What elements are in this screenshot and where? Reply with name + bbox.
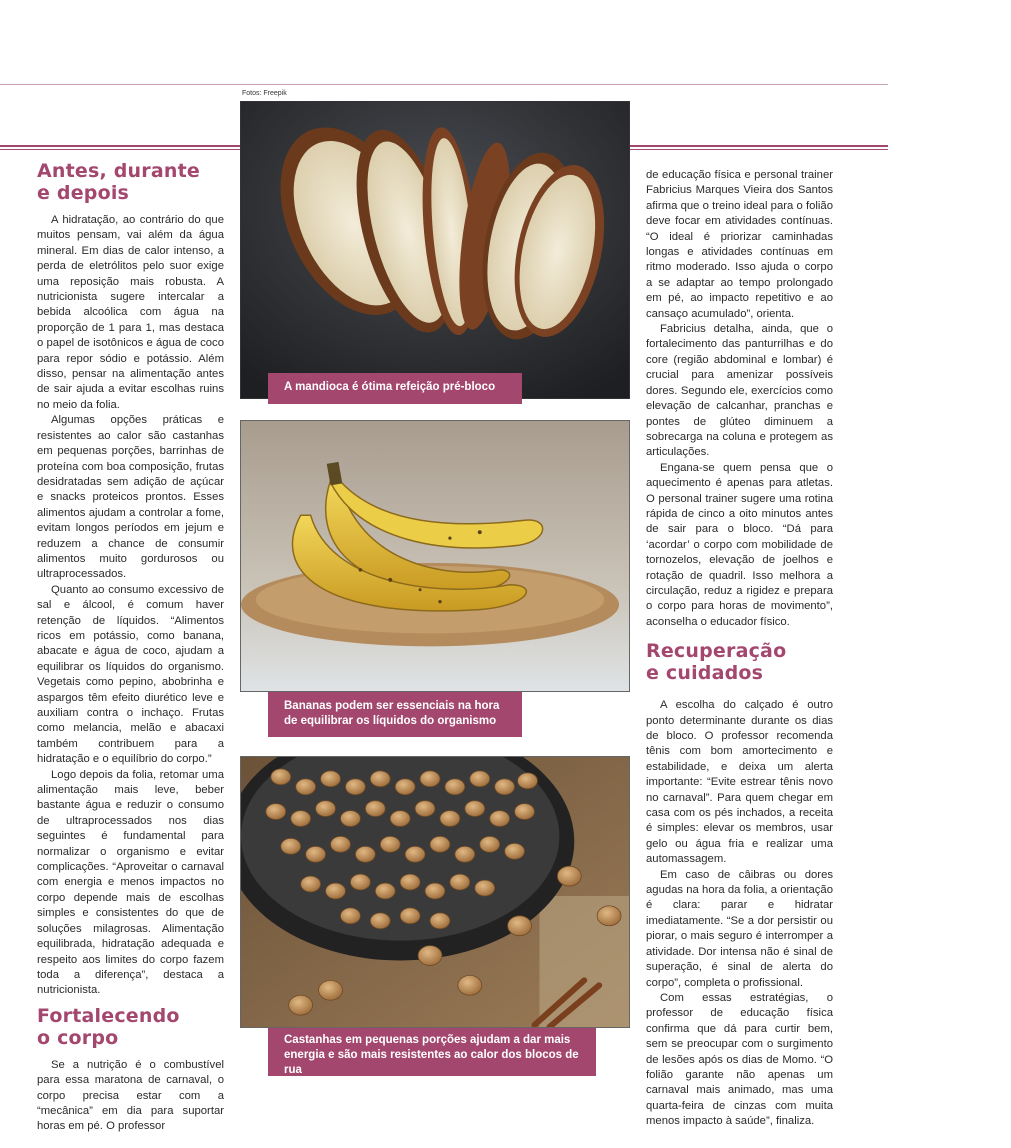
paragraph: A hidratação, ao contrário do que muitos pensam, vai além da água mineral. Em dias de calor intenso, a perda de eletrólitos pelo suor exige uma reposição mais robusta. A nutricionista sugere intercalar a bebida alcoólica com água na proporção de 1 para 1, mas destaca o papel de isotônicos e água de coco para repor sódio e potássio. Além disso, pensar na alimentação antes de sair ajuda a evitar escolhas ruins no meio da folia. xyxy=(37,214,224,411)
paragraph: Se a nutrição é o combustível para essa maratona de carnaval, o corpo precisa estar com a “mecânica” em dia para suportar horas em pé. O professor xyxy=(37,1058,224,1133)
paragraph: Quanto ao consumo excessivo de sal e álcool, é comum haver retenção de líquidos. “Alimentos ricos em potássio, como banana, abacate e água de coco, ajudam a equilibrar os líquidos do organismo. Vegetais como pepino, abobrinha e aspargos têm efeito diurético leve e auxiliam contra o inchaço. Frutas como melancia, melão e abacaxi também contribuem para a hidratação e o equilíbrio do corpo.” xyxy=(37,583,224,766)
right-column xyxy=(646,168,833,1130)
caption-mandioca: A mandioca é ótima refeição pré-bloco xyxy=(268,373,522,404)
caption-castanhas: Castanhas em pequenas porções ajudam a dar mais energia e são mais resistentes ao calor dos blocos de rua xyxy=(268,1028,596,1076)
paragraph: Com essas estratégias, o professor de educação física confirma que dá para curtir bem, sem se preocupar com o surgimento de lesões após os dias de Momo. “O folião garante não apenas um carnaval mais animado, mas uma quarta-feira de cinzas com muita menos impacto à saúde”, finaliza. xyxy=(646,991,833,1128)
photo-credit: Fotos: Freepik xyxy=(242,90,287,97)
paragraph: Algumas opções práticas e resistentes ao calor são castanhas em pequenas porções, barrinhas de proteína com boa composição, frutas desidratadas sem adição de açúcar e snacks proteicos prontos. Esses alimentos ajudam a controlar a fome, evitam longos períodos em jejum e reduzem a chance de consumir alimentos muito gordurosos ou ultraprocessados. xyxy=(37,414,224,581)
paragraph: Logo depois da folia, retomar uma alimentação mais leve, beber bastante água e reduzir o consumo de ultraprocessados nos dias seguintes é fundamental para normalizar o organismo e evitar complicações. “Aproveitar o carnaval com energia e menos impactos no corpo depende mais de escolhas simples e consistentes do que de soluções milagrosas. Alimentação equilibrada, hidratação adequada e respeito aos limites do corpo fazem toda a diferença”, destaca a nutricionista. xyxy=(37,768,224,997)
top-rule xyxy=(0,84,888,85)
left-column xyxy=(37,160,224,1135)
left-double-rule xyxy=(0,145,240,150)
caption-bananas: Bananas podem ser essenciais na hora de equilibrar os líquidos do organismo xyxy=(268,692,522,737)
photo-castanhas xyxy=(240,756,630,1028)
photo-mandioca xyxy=(240,101,630,399)
paragraph: de educação física e personal trainer Fabricius Marques Vieira dos Santos afirma que o treino ideal para o folião deve focar em atividades contínuas. “O ideal é priorizar caminhadas longas e atividades contínuas em ritmo moderado. Isso ajuda o corpo a se adaptar ao tempo prolongado em pé, ao impacto repetitivo e ao cansaço acumulado”, orienta. xyxy=(646,169,833,320)
cassava-slices-illustration xyxy=(241,102,629,398)
bananas-illustration xyxy=(241,421,629,691)
section-title-antes-durante: Antes, durante e depois xyxy=(37,160,200,204)
paragraph: Engana-se quem pensa que o aquecimento é apenas para atletas. O personal trainer sugere uma rotina rápida de cinco a oito minutos antes de sair para o bloco. “Dá para ‘acordar’ o corpo com mobilidade de tornozelos, elevação de joelhos e rotação de quadril. Isso melhora a circulação, reduz a rigidez e prepara o corpo para horas de movimento”, aconselha o educador físico. xyxy=(646,461,833,628)
paragraph: Fabricius detalha, ainda, que o fortalecimento das panturrilhas e do core (região abdominal e lombar) é crucial para amenizar possíveis dores. Segundo ele, exercícios como elevação de calcanhar, pranchas e pontes de glúteo diminuem a sobrecarga na coluna e protegem as articulações. xyxy=(646,323,833,459)
section-title-recuperacao: Recuperação e cuidados xyxy=(646,640,787,685)
hazelnuts-illustration xyxy=(241,757,629,1027)
right-double-rule xyxy=(630,145,888,150)
paragraph: A escolha do calçado é outro ponto determinante durante os dias de bloco. O professor recomenda tênis com bom amortecimento e estabilidade, e deixa um alerta importante: “Evite estrear tênis novo no carnaval”. Para quem chegar em casa com os pés inchados, a receita é simples: elevar os membros, usar gelo ou água fria e realizar uma automassagem. xyxy=(646,699,833,866)
section-title-fortalecendo: Fortalecendo o corpo xyxy=(37,1004,180,1049)
photo-bananas xyxy=(240,420,630,692)
paragraph: Em caso de câibras ou dores agudas na hora da folia, a orientação é clara: parar e hidratar imediatamente. “Se a dor persistir ou piorar, o mais seguro é interromper a atividade. Dor intensa não é sinal de superação, é sinal de alerta do corpo”, completa o profissional. xyxy=(646,868,833,989)
